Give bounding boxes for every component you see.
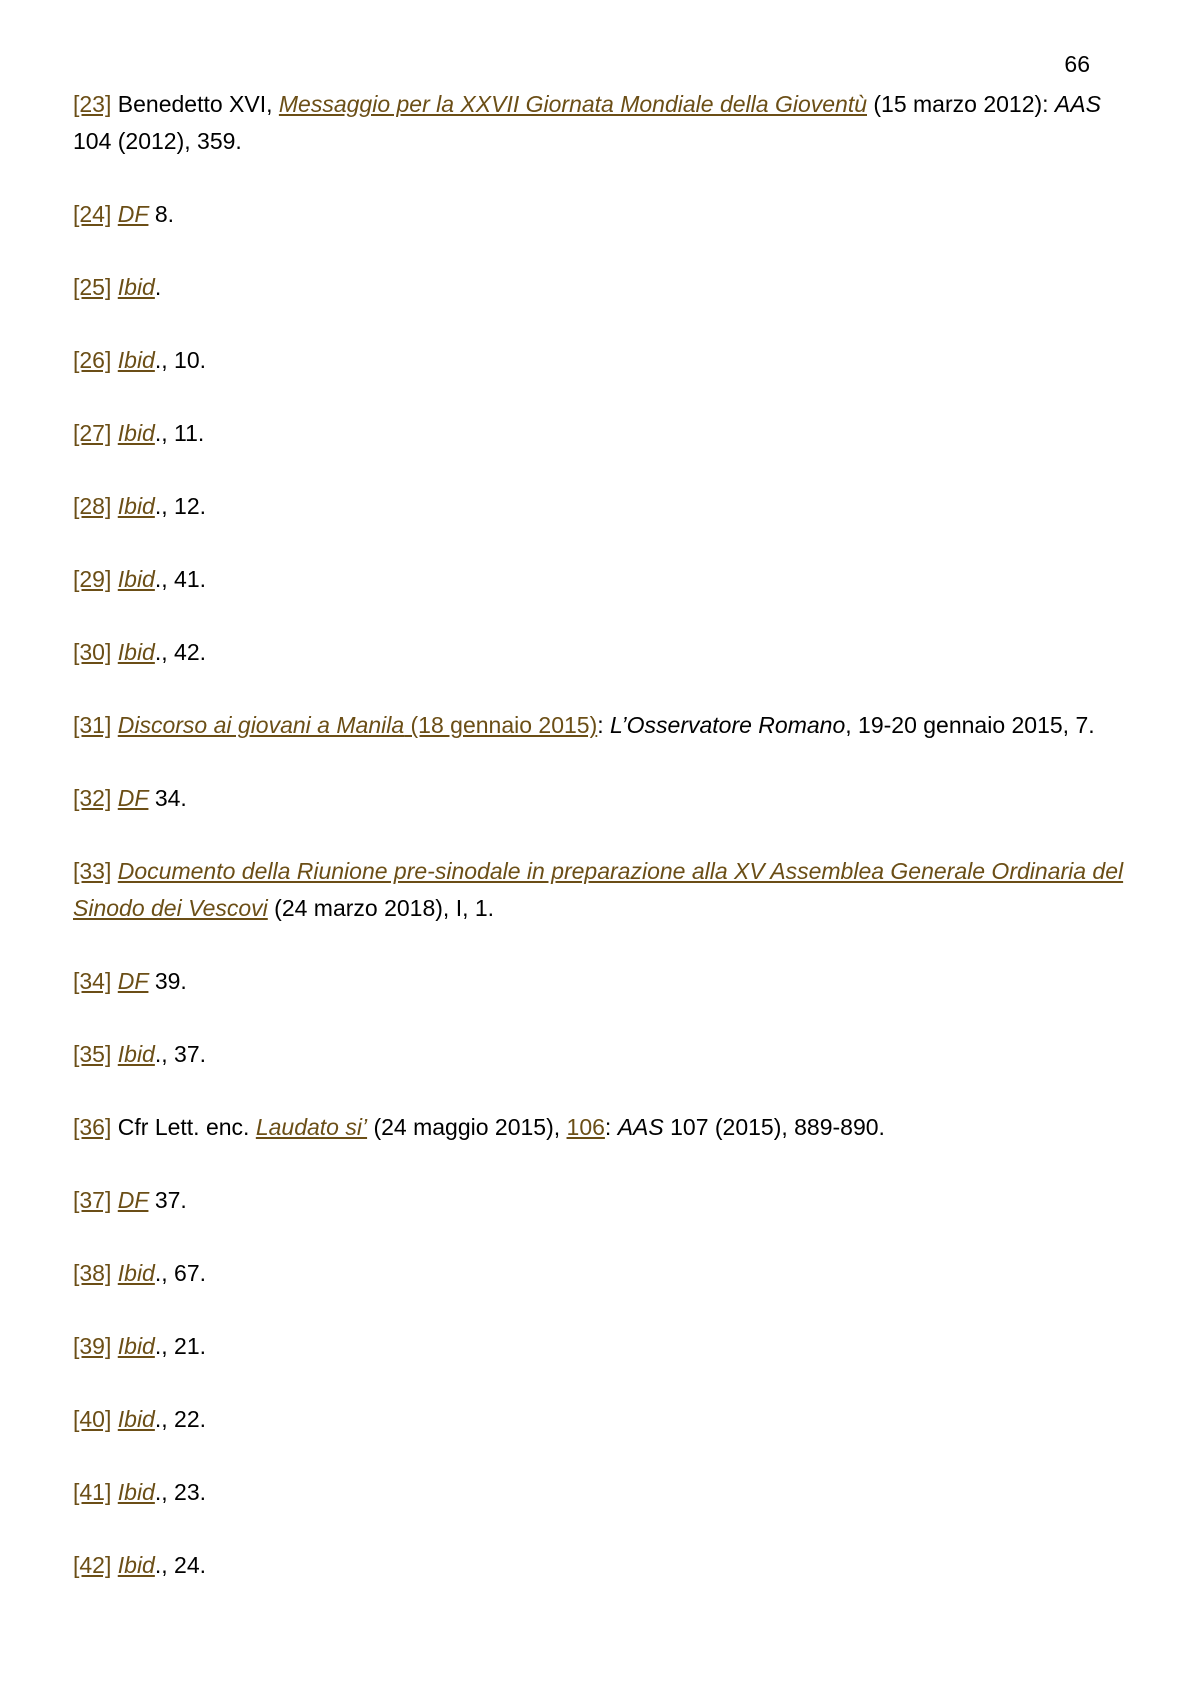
citation-text: 39. [148,968,187,994]
footnote-ref-link[interactable]: [38] [73,1260,112,1286]
citation-text: Benedetto XVI, [117,91,279,117]
footnote [73,269,1133,306]
citation-text: (15 marzo 2012): [867,91,1055,117]
footnote [73,853,1133,927]
footnote [73,1255,1133,1292]
citation-text: 104 (2012), 359. [73,128,242,154]
citation-text: (24 marzo 2018), I, 1. [267,895,495,921]
footnote [73,86,1133,160]
citation-link[interactable]: DF [117,1187,149,1213]
citation-link[interactable]: Ibid [117,347,155,373]
citation-link[interactable]: Ibid [117,1552,155,1578]
page-number: 66 [1064,51,1090,77]
footnote-ref-link[interactable]: [24] [73,201,112,227]
citation-text: ., 21. [154,1333,207,1359]
footnote-ref-link[interactable]: [33] [73,858,112,884]
citation-text: ., 37. [154,1041,207,1067]
citation-text: : [604,1114,618,1140]
footnote [73,1401,1133,1438]
footnote-ref-link[interactable]: [30] [73,639,112,665]
citation-link[interactable]: DF [117,785,149,811]
footnote [73,634,1133,671]
citation-text: ., 24. [154,1552,207,1578]
footnote-ref-link[interactable]: [37] [73,1187,112,1213]
footnote-ref-link[interactable]: [25] [73,274,112,300]
citation-text: 37. [148,1187,187,1213]
footnote [73,342,1133,379]
citation-text: Cfr Lett. enc. [117,1114,256,1140]
footnote [73,415,1133,452]
citation-link[interactable]: Laudato si’ [255,1114,368,1140]
citation-link[interactable]: Ibid [117,1406,155,1432]
footnote-ref-link[interactable]: [35] [73,1041,112,1067]
footnote [73,707,1133,744]
citation-italic-text: AAS [1054,91,1101,117]
citation-link[interactable]: (18 gennaio 2015) [404,712,598,738]
footnote [73,1328,1133,1365]
footnote-ref-link[interactable]: [42] [73,1552,112,1578]
citation-italic-text: AAS [617,1114,664,1140]
footnote-ref-link[interactable]: [29] [73,566,112,592]
citation-link[interactable]: DF [117,201,149,227]
footnote-ref-link[interactable]: [41] [73,1479,112,1505]
citation-text: ., 67. [154,1260,207,1286]
citation-link[interactable]: Discorso ai giovani a Manila [117,712,405,738]
footnote [73,561,1133,598]
footnote [73,488,1133,525]
citation-link[interactable]: Ibid [117,1479,155,1505]
citation-link[interactable]: Ibid [117,1041,155,1067]
citation-link[interactable]: Ibid [117,1333,155,1359]
citation-text: ., 22. [154,1406,207,1432]
footnotes-list [73,86,1133,1620]
citation-link[interactable]: DF [117,968,149,994]
citation-link[interactable]: Ibid [117,1260,155,1286]
footnote [73,196,1133,233]
footnote [73,1547,1133,1584]
citation-link[interactable]: Ibid [117,274,155,300]
footnote [73,963,1133,1000]
citation-text: , 19-20 gennaio 2015, 7. [845,712,1095,738]
citation-link[interactable]: Ibid [117,420,155,446]
footnote-ref-link[interactable]: [36] [73,1114,112,1140]
footnote-ref-link[interactable]: [26] [73,347,112,373]
citation-link[interactable]: Ibid [117,566,155,592]
citation-italic-text: L’Osservatore Romano [610,712,846,738]
citation-link[interactable]: 106 [566,1114,605,1140]
footnote-ref-link[interactable]: [27] [73,420,112,446]
citation-link[interactable]: Messaggio per la XXVII Giornata Mondiale della Gioventù [278,91,867,117]
footnote [73,1036,1133,1073]
citation-text: 107 (2015), 889-890. [663,1114,885,1140]
citation-text: ., 41. [154,566,207,592]
citation-text: ., 42. [154,639,207,665]
footnote [73,1474,1133,1511]
citation-text: ., 23. [154,1479,207,1505]
footnote-ref-link[interactable]: [32] [73,785,112,811]
citation-link[interactable]: Ibid [117,639,155,665]
citation-text: . [154,274,162,300]
footnote-ref-link[interactable]: [23] [73,91,112,117]
footnote [73,780,1133,817]
citation-text: ., 12. [154,493,207,519]
citation-text: ., 11. [154,420,205,446]
citation-text: (24 maggio 2015), [367,1114,567,1140]
footnote-ref-link[interactable]: [40] [73,1406,112,1432]
citation-link[interactable]: Documento della Riunione pre-sinodale in preparazione alla XV Assemblea Generale Ordinaria del Sinodo dei Vescovi [73,858,1124,921]
footnote-ref-link[interactable]: [28] [73,493,112,519]
citation-text: 8. [148,201,175,227]
footnote [73,1109,1133,1146]
citation-text: 34. [148,785,187,811]
citation-text: : [597,712,611,738]
footnote [73,1182,1133,1219]
citation-text: ., 10. [154,347,207,373]
footnote-ref-link[interactable]: [31] [73,712,112,738]
footnote-ref-link[interactable]: [39] [73,1333,112,1359]
citation-link[interactable]: Ibid [117,493,155,519]
footnote-ref-link[interactable]: [34] [73,968,112,994]
